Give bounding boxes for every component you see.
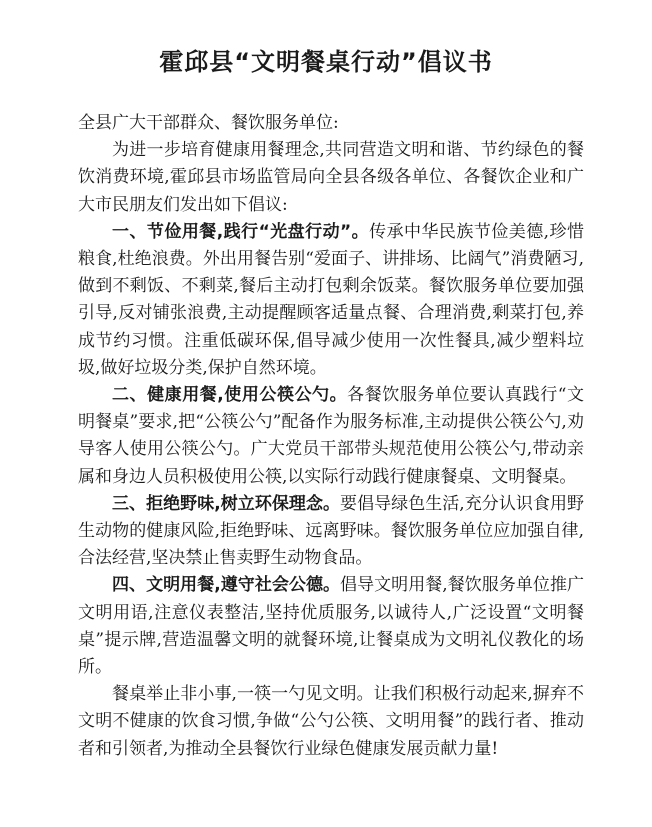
closing-paragraph: 餐桌举止非小事,一筷一勺见文明。让我们积极行动起来,摒弃不文明不健康的饮食习惯,争做“公勺公筷、文明用餐”的践行者、推动者和引领者,为推动全县餐饮行业绿色健康发展贡献力量!: [78, 684, 584, 759]
salutation: 全县广大干部群众、餐饮服务单位:: [78, 113, 339, 133]
document-title: 霍邱县“文明餐桌行动”倡议书: [159, 48, 493, 76]
point-text-4: 倡导文明用餐,餐饮服务单位推广文明用语,注意仪表整洁,坚持优质服务,以诚待人,广泛设置“文明餐桌”提示牌,营造温馨文明的就餐环境,让餐桌成为文明礼仪教化的场所。: [78, 575, 584, 678]
point-heading-2: 二、健康用餐,使用公筷公勺。: [112, 385, 348, 406]
intro-paragraph: 为进一步培育健康用餐理念,共同营造文明和谐、节约绿色的餐饮消费环境,霍邱县市场监管局向全县各级各单位、各餐饮企业和广大市民朋友们发出如下倡议:: [78, 140, 584, 215]
point-paragraph-3: [78, 491, 584, 573]
point-paragraph-4: [78, 572, 584, 681]
point-text-3: 要倡导绿色生活,充分认识食用野生动物的健康风险,拒绝野味、远离野味。餐饮服务单位应加强自律,合法经营,坚决禁止售卖野生动物食品。: [78, 493, 584, 569]
point-text-1: 传承中华民族节俭美德,珍惜粮食,杜绝浪费。外出用餐告别“爱面子、讲排场、比阔气”消费陋习,做到不剩饭、不剩菜,餐后主动打包剩余饭菜。餐饮服务单位要加强引导,反对铺张浪费,主动提醒顾客适量点餐、合理消费,剩菜打包,养成节约习惯。注重低碳环保,倡导减少使用一次性餐具,减少塑料垃圾,做好垃圾分类,保护自然环境。: [78, 221, 584, 378]
document-body: [78, 110, 584, 763]
point-heading-3: 三、拒绝野味,树立环保理念。: [112, 493, 341, 514]
point-text-2: 各餐饮服务单位要认真践行“文明餐桌”要求,把“公筷公勺”配备作为服务标准,主动提供公筷公勺,劝导客人使用公筷公勺。广大党员干部带头规范使用公筷公勺,带动亲属和身边人员积极使用公筷,以实际行动践行健康餐桌、文明餐桌。: [78, 385, 584, 487]
point-heading-1: 一、节俭用餐,践行“光盘行动”。: [112, 221, 370, 242]
point-paragraph-1: [78, 219, 584, 382]
point-paragraph-2: [78, 382, 584, 491]
point-heading-4: 四、文明用餐,遵守社会公德。: [112, 575, 341, 596]
